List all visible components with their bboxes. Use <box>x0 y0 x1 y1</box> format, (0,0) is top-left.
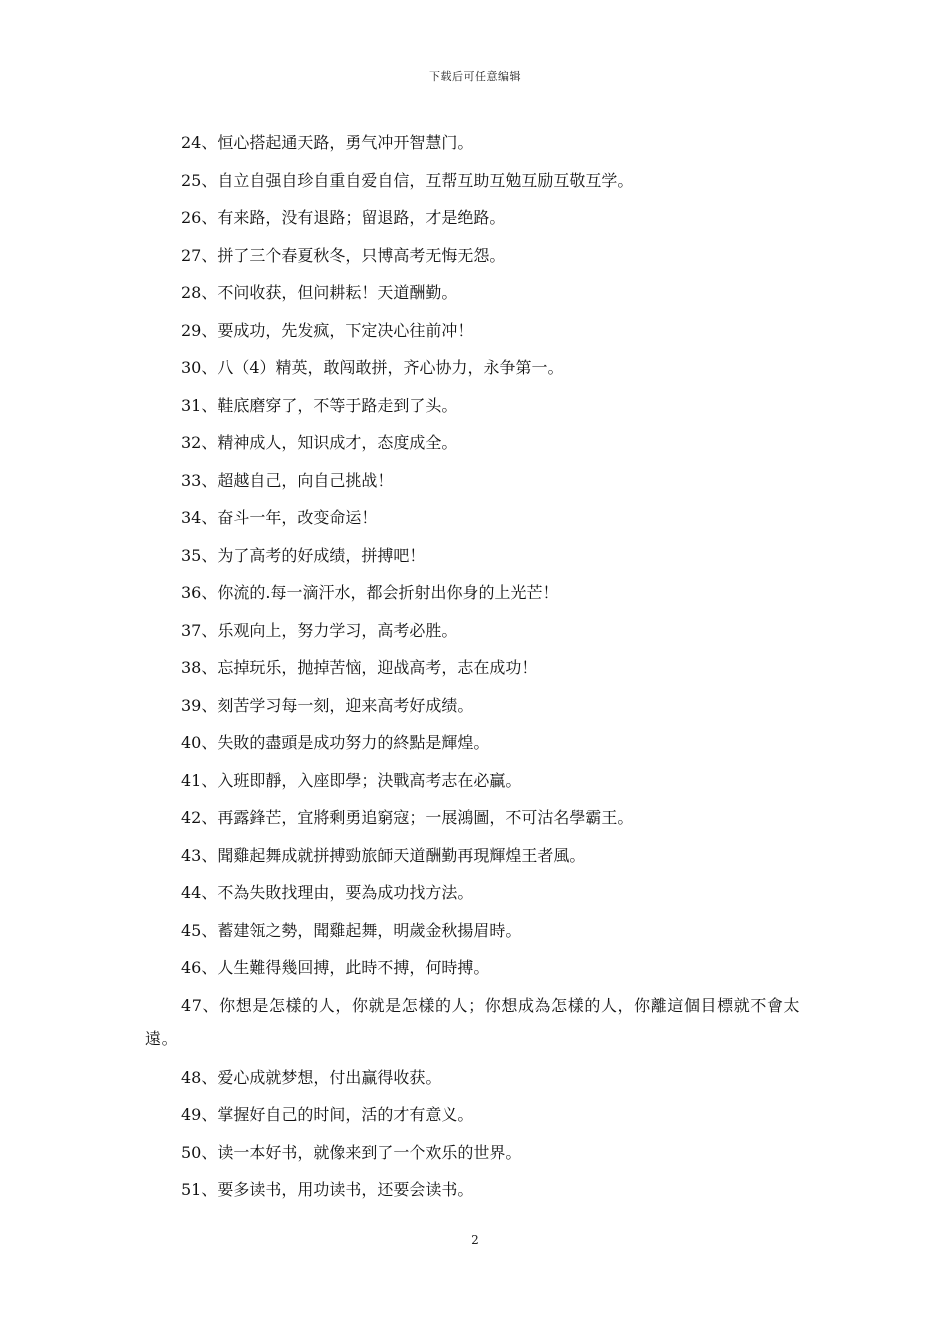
list-item: 31、鞋底磨穿了，不等于路走到了头。 <box>181 395 458 415</box>
list-item: 32、精神成人，知识成才，态度成全。 <box>181 433 458 452</box>
list-item: 48、爱心成就梦想，付出赢得收获。 <box>181 1067 442 1087</box>
paragraph-item: 47、你想是怎樣的人，你就是怎樣的人；你想成為怎樣的人，你離這個目標就不會太遠。 <box>145 995 801 1048</box>
list-item: 24、恒心搭起通天路，勇气冲开智慧门。 <box>181 133 474 152</box>
list-item: 42、再露鋒芒，宜將剩勇追窮寇；一展鴻圖，不可沽名學霸王。 <box>181 808 634 827</box>
list-item: 46、人生難得幾回搏，此時不搏，何時搏。 <box>181 958 490 977</box>
list-item: 40、失敗的盡頭是成功努力的終點是輝煌。 <box>181 733 490 752</box>
list-item: 39、刻苦学习每一刻，迎来高考好成绩。 <box>181 695 474 715</box>
list-item: 45、蓄建瓴之勢，聞雞起舞，明歲金秋揚眉時。 <box>181 920 522 940</box>
list-item: 33、超越自己，向自己挑战！ <box>181 470 394 490</box>
list-item: 50、读一本好书，就像来到了一个欢乐的世界。 <box>181 1142 522 1162</box>
list-item: 44、不為失敗找理由，要為成功找方法。 <box>181 883 474 902</box>
list-item: 41、入班即靜，入座即學；決戰高考志在必贏。 <box>181 770 522 790</box>
list-item: 27、拼了三个春夏秋冬，只博高考无悔无怨。 <box>181 245 506 265</box>
list-item: 29、要成功，先发疯，下定决心往前冲！ <box>181 320 474 340</box>
list-item: 30、八（4）精英，敢闯敢拼，齐心协力，永争第一。 <box>181 358 564 377</box>
list-item: 26、有来路，没有退路；留退路，才是绝路。 <box>181 208 506 227</box>
list-item: 37、乐观向上，努力学习，高考必胜。 <box>181 620 458 640</box>
list-item: 35、为了高考的好成绩，拼搏吧！ <box>181 545 426 565</box>
document-body <box>145 124 825 1209</box>
list-item: 51、要多读书，用功读书，还要会读书。 <box>181 1180 474 1199</box>
list-item: 49、掌握好自己的时间，活的才有意义。 <box>181 1105 474 1124</box>
list-item: 28、不问收获，但问耕耘！天道酬勤。 <box>181 283 458 302</box>
list-item: 43、聞雞起舞成就拼搏勁旅師天道酬勤再現輝煌王者風。 <box>181 845 586 865</box>
list-item: 34、奋斗一年，改变命运！ <box>181 508 378 527</box>
list-item: 36、你流的.每一滴汗水，都会折射出你身的上光芒！ <box>181 583 559 602</box>
page-header: 下载后可任意编辑 <box>429 70 521 83</box>
list-item: 25、自立自强自珍自重自爱自信，互帮互助互勉互励互敬互学。 <box>181 170 634 190</box>
page-number: 2 <box>471 1233 479 1247</box>
list-item: 38、忘掉玩乐，抛掉苦恼，迎战高考，志在成功！ <box>181 658 538 677</box>
